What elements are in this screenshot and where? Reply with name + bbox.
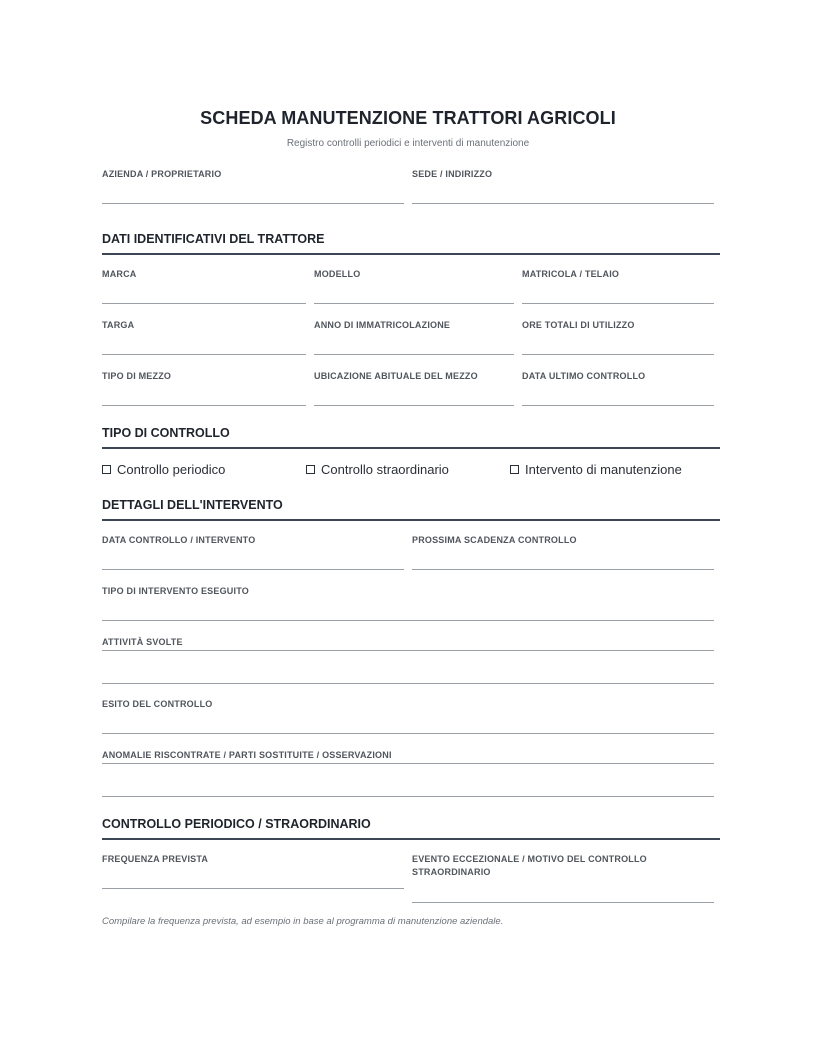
- data-controllo-label: DATA CONTROLLO / INTERVENTO: [102, 535, 256, 545]
- matricola-line: [522, 303, 714, 304]
- checkbox-box[interactable]: [510, 465, 519, 474]
- ore-field[interactable]: [522, 319, 714, 355]
- ultimo-controllo-line: [522, 405, 714, 406]
- section-rule-dettagli: [102, 519, 720, 521]
- esito-line: [102, 733, 714, 734]
- tipo-intervento-line: [102, 620, 714, 621]
- modello-label: MODELLO: [314, 269, 361, 279]
- checkbox-box[interactable]: [306, 465, 315, 474]
- section-title-periodico: CONTROLLO PERIODICO / STRAORDINARIO: [102, 817, 371, 831]
- checkbox-label: Controllo periodico: [117, 462, 226, 477]
- azienda-label: AZIENDA / PROPRIETARIO: [102, 169, 222, 179]
- footer-note: Compilare la frequenza prevista, ad esempio in base al programma di manutenzione aziendale.: [102, 916, 504, 927]
- tipo-intervento-field[interactable]: [102, 585, 714, 621]
- anomalie-line-1: [102, 763, 714, 764]
- tipo-mezzo-label: TIPO DI MEZZO: [102, 371, 172, 381]
- ultimo-controllo-field[interactable]: [522, 370, 714, 406]
- evento-label: EVENTO ECCEZIONALE / MOTIVO DEL CONTROLLO STRAORDINARIO: [412, 854, 647, 877]
- section-rule-tipo: [102, 447, 720, 449]
- modello-line: [314, 303, 514, 304]
- frequenza-line: [102, 888, 404, 889]
- ore-label: ORE TOTALI DI UTILIZZO: [522, 320, 635, 330]
- form-title: SCHEDA MANUTENZIONE TRATTORI AGRICOLI: [200, 108, 616, 128]
- evento-field[interactable]: [412, 853, 714, 903]
- ultimo-controllo-label: DATA ULTIMO CONTROLLO: [522, 371, 646, 381]
- prossima-scadenza-line: [412, 569, 714, 570]
- checkbox-controllo-periodico[interactable]: [102, 462, 225, 477]
- attivita-label: ATTIVITÀ SVOLTE: [102, 637, 183, 647]
- section-title-tipo: TIPO DI CONTROLLO: [102, 426, 230, 440]
- prossima-scadenza-label: PROSSIMA SCADENZA CONTROLLO: [412, 535, 577, 545]
- anno-field[interactable]: [314, 319, 514, 355]
- anomalie-field[interactable]: [102, 749, 714, 797]
- prossima-scadenza-field[interactable]: [412, 534, 714, 570]
- esito-field[interactable]: [102, 698, 714, 734]
- frequenza-field[interactable]: [102, 853, 404, 889]
- esito-label: ESITO DEL CONTROLLO: [102, 699, 213, 709]
- evento-line: [412, 902, 714, 903]
- ubicazione-label: UBICAZIONE ABITUALE DEL MEZZO: [314, 371, 478, 381]
- section-rule-dati: [102, 253, 720, 255]
- anomalie-label: ANOMALIE RISCONTRATE / PARTI SOSTITUITE / OSSERVAZIONI: [102, 750, 392, 760]
- section-title-dati: DATI IDENTIFICATIVI DEL TRATTORE: [102, 232, 325, 246]
- section-rule-periodico: [102, 838, 720, 840]
- anno-label: ANNO DI IMMATRICOLAZIONE: [314, 320, 451, 330]
- tipo-mezzo-line: [102, 405, 306, 406]
- marca-field[interactable]: [102, 268, 306, 304]
- ubicazione-field[interactable]: [314, 370, 514, 406]
- sede-label: SEDE / INDIRIZZO: [412, 169, 493, 179]
- checkbox-box[interactable]: [102, 465, 111, 474]
- marca-label: MARCA: [102, 269, 137, 279]
- section-title-dettagli: DETTAGLI DELL'INTERVENTO: [102, 498, 283, 512]
- anno-line: [314, 354, 514, 355]
- attivita-line-2: [102, 683, 714, 684]
- checkbox-label: Intervento di manutenzione: [525, 462, 682, 477]
- checkbox-controllo-straordinario[interactable]: [306, 462, 449, 477]
- attivita-line-1: [102, 650, 714, 651]
- targa-line: [102, 354, 306, 355]
- targa-field[interactable]: [102, 319, 306, 355]
- anomalie-line-2: [102, 796, 714, 797]
- ore-line: [522, 354, 714, 355]
- modello-field[interactable]: [314, 268, 514, 304]
- tipo-intervento-label: TIPO DI INTERVENTO ESEGUITO: [102, 586, 249, 596]
- frequenza-label: FREQUENZA PREVISTA: [102, 854, 209, 864]
- data-controllo-line: [102, 569, 404, 570]
- checkbox-label: Controllo straordinario: [321, 462, 449, 477]
- checkbox-intervento-manutenzione[interactable]: [510, 462, 682, 477]
- azienda-field[interactable]: [102, 168, 404, 204]
- data-controllo-field[interactable]: [102, 534, 404, 570]
- azienda-line: [102, 203, 404, 204]
- sede-line: [412, 203, 714, 204]
- targa-label: TARGA: [102, 320, 135, 330]
- sede-field[interactable]: [412, 168, 714, 204]
- attivita-field[interactable]: [102, 636, 714, 684]
- ubicazione-line: [314, 405, 514, 406]
- form-subtitle: Registro controlli periodici e interventi di manutenzione: [286, 138, 530, 149]
- marca-line: [102, 303, 306, 304]
- matricola-field[interactable]: [522, 268, 714, 304]
- matricola-label: MATRICOLA / TELAIO: [522, 269, 620, 279]
- tipo-mezzo-field[interactable]: [102, 370, 306, 406]
